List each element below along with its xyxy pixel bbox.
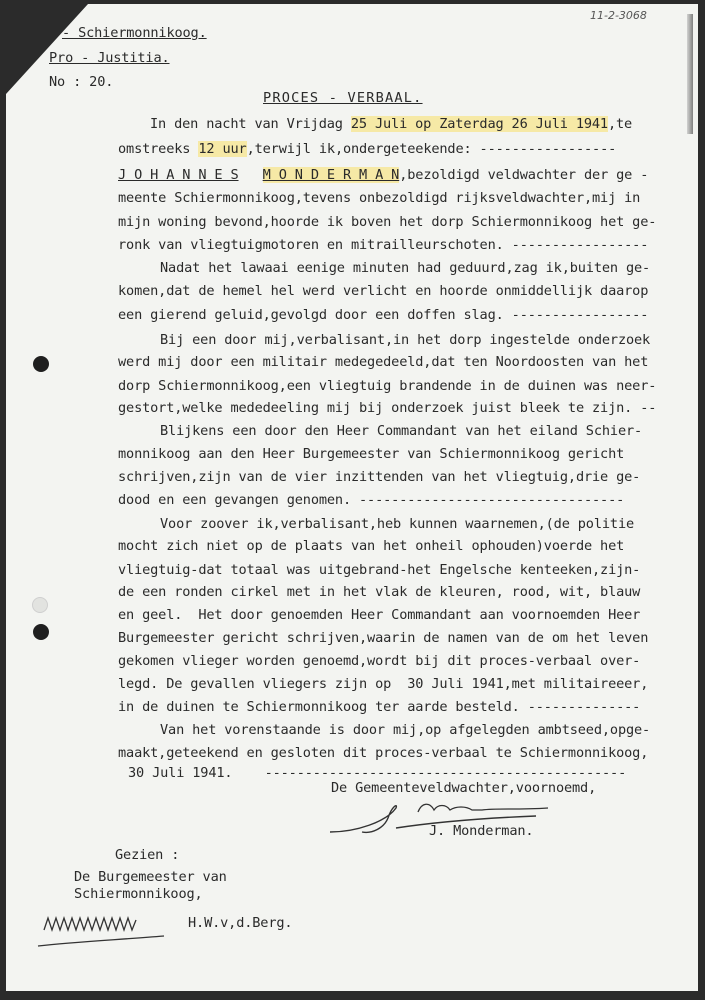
- body-line: [118, 630, 648, 646]
- body-text: gestort,welke mededeeling mij bij onderzoek juist bleek te zijn. --: [118, 400, 657, 416]
- body-text: Van het vorenstaande is door mij,op afgelegden ambtseed,opge-: [160, 722, 651, 738]
- body-line: [118, 699, 640, 715]
- approval-seen: Gezien :: [115, 847, 180, 863]
- body-text: mijn woning bevond,hoorde ik boven het dorp Schiermonnikoog het ge-: [118, 214, 657, 230]
- body-text: In den nacht van Vrijdag: [150, 116, 351, 132]
- body-line: [118, 584, 640, 600]
- body-text: Nadat het lawaai eenige minuten had geduurd,zag ik,buiten ge-: [160, 260, 651, 276]
- body-line: [118, 378, 656, 394]
- body-line: [118, 190, 640, 206]
- header-municipality: - Schiermonnikoog.: [62, 25, 207, 41]
- body-line: [160, 332, 650, 348]
- page-edge-shadow: [687, 14, 693, 134]
- body-text: ,terwijl ik,ondergeteekende: -----------------: [246, 141, 617, 157]
- body-line: [118, 538, 624, 554]
- body-text: vliegtuig-dat totaal was uitgebrand-het Engelsche kenteeken,zijn-: [118, 562, 641, 578]
- punch-hole: [33, 624, 49, 640]
- scan-border: [0, 991, 705, 1000]
- body-line: [118, 562, 640, 578]
- document-title: PROCES - VERBAAL.: [263, 90, 423, 106]
- body-text: een gierend geluid,gevolgd door een doffen slag. -----------------: [118, 307, 649, 323]
- punch-hole-faint: [32, 597, 48, 613]
- signature-role: De Gemeenteveldwachter,voornoemd,: [331, 780, 597, 796]
- officer-first-name: J O H A N N E S: [118, 167, 239, 183]
- body-text: schrijven,zijn van de vier inzittenden van het vliegtuig,drie ge-: [118, 469, 641, 485]
- body-line: [118, 469, 640, 485]
- body-text: gekomen vlieger worden genoemd,wordt bij dit proces-verbaal over-: [118, 653, 641, 669]
- body-line: [118, 237, 648, 253]
- highlighted-text: 12 uur: [198, 141, 247, 157]
- body-text: Blijkens een door den Heer Commandant van het eiland Schier-: [160, 423, 643, 439]
- body-line: [118, 307, 648, 323]
- body-line: [160, 260, 650, 276]
- body-text: dood en een gevangen genomen. ---------------------------------: [118, 492, 625, 508]
- highlighted-text: 25 Juli op Zaterdag 26 Juli 1941: [350, 116, 608, 132]
- body-line: [118, 141, 616, 157]
- officer-last-name: M O N D E R M A N: [262, 167, 400, 183]
- body-text: mocht zich niet op de plaats van het onheil ophouden)voerde het: [118, 538, 625, 554]
- body-line: [160, 423, 642, 439]
- approval-mayor-line2: Schiermonnikoog,: [74, 886, 203, 902]
- body-line: [150, 116, 632, 132]
- body-line: [118, 745, 648, 761]
- approval-mayor-line1: De Burgemeester van: [74, 869, 227, 885]
- body-text: omstreeks: [118, 141, 199, 157]
- body-line: [118, 676, 648, 692]
- body-line: [118, 400, 656, 416]
- signature-name: J. Monderman.: [429, 823, 534, 839]
- mayor-signature: [34, 906, 174, 950]
- approval-mayor-name: H.W.v,d.Berg.: [188, 915, 293, 931]
- body-line: [160, 722, 650, 738]
- body-line: [128, 765, 626, 781]
- body-text: komen,dat de hemel hel werd verlicht en hoorde onmiddellijk daarop: [118, 283, 649, 299]
- body-text: 30 Juli 1941. ---------------------------------------------: [128, 765, 627, 781]
- body-line: [118, 492, 624, 508]
- body-text: werd mij door een militair medegedeeld,dat ten Noordoosten van het: [118, 354, 649, 370]
- body-line: [160, 516, 634, 532]
- body-line: [118, 653, 640, 669]
- body-text: Burgemeester gericht schrijven,waarin de namen van de om het leven: [118, 630, 649, 646]
- body-text: dorp Schiermonnikoog,een vliegtuig brandende in de duinen was neer-: [118, 378, 657, 394]
- body-text: ,bezoldigd veldwachter der ge -: [399, 167, 649, 183]
- body-text: maakt,geteekend en gesloten dit proces-verbaal te Schiermonnikoog,: [118, 745, 649, 761]
- body-line: [118, 214, 656, 230]
- body-line: [118, 446, 624, 462]
- body-line: [118, 607, 640, 623]
- body-line: [118, 354, 648, 370]
- body-text: legd. De gevallen vliegers zijn op 30 Juli 1941,met militaireeer,: [118, 676, 649, 692]
- punch-hole: [33, 356, 49, 372]
- body-text: de een ronden cirkel met in het vlak de kleuren, rood, wit, blauw: [118, 584, 641, 600]
- body-line: [118, 167, 648, 183]
- body-text: meente Schiermonnikoog,tevens onbezoldigd rijksveldwachter,mij in: [118, 190, 641, 206]
- body-text: monnikoog aan den Heer Burgemeester van Schiermonnikoog gericht: [118, 446, 625, 462]
- header-number: No : 20.: [49, 74, 114, 90]
- body-text: en geel. Het door genoemden Heer Commandant aan voornoemden Heer: [118, 607, 641, 623]
- body-text: ronk van vliegtuigmotoren en mitrailleurschoten. -----------------: [118, 237, 649, 253]
- header-pro-justitia: Pro - Justitia.: [49, 50, 170, 66]
- body-text: ,te: [607, 116, 633, 132]
- body-line: [118, 283, 648, 299]
- archive-reference: 11-2-3068: [590, 9, 647, 22]
- body-text: Voor zoover ik,verbalisant,heb kunnen waarnemen,(de politie: [160, 516, 635, 532]
- body-text: Bij een door mij,verbalisant,in het dorp ingestelde onderzoek: [160, 332, 651, 348]
- body-text: in de duinen te Schiermonnikoog ter aarde besteld. --------------: [118, 699, 641, 715]
